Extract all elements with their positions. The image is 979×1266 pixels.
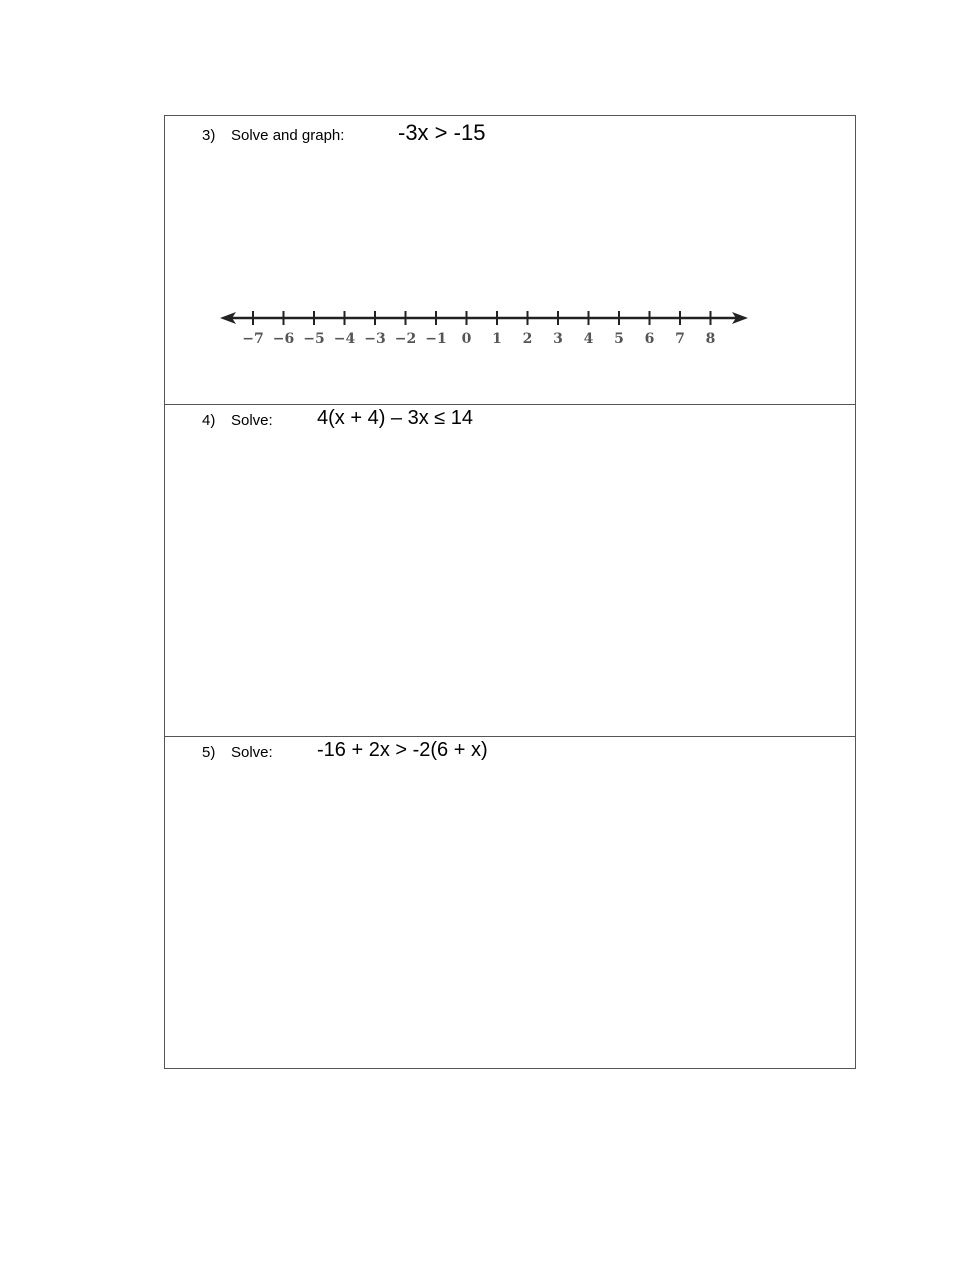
number-line-tick-label: 8	[705, 331, 716, 347]
number-line-tick-label: 3	[553, 331, 563, 347]
number-line-tick-label: −4	[333, 331, 356, 347]
number-line-tick-label: −3	[364, 331, 386, 347]
number-line-tick-label: 1	[492, 331, 502, 347]
number-line-tick-label: −5	[303, 331, 325, 347]
problem-expression: -3x > -15	[398, 120, 486, 145]
number-line-tick-label: 5	[614, 331, 624, 347]
number-line-axis	[220, 312, 748, 324]
number-line-tick-label: 4	[583, 331, 594, 347]
number-line-tick-label: 0	[461, 331, 472, 347]
number-line-tick-label: 2	[522, 331, 533, 347]
problem-instruction: Solve:	[231, 412, 273, 429]
number-line-labels	[242, 331, 715, 347]
number-line	[220, 302, 750, 350]
problem-instruction: Solve and graph:	[231, 127, 345, 144]
problem-number: 3)	[202, 127, 216, 144]
problem-expression: -16 + 2x > -2(6 + x)	[317, 739, 488, 761]
problem-number: 4)	[202, 412, 216, 429]
number-line-tick-label: −7	[242, 331, 264, 347]
problem-number: 5)	[202, 744, 216, 761]
number-line-tick-label: 7	[675, 331, 685, 347]
problem-3	[165, 116, 855, 404]
problem-expression: 4(x + 4) – 3x ≤ 14	[317, 407, 474, 429]
worksheet	[164, 115, 856, 1069]
number-line-tick-label: −2	[394, 331, 417, 347]
problem-4	[165, 404, 855, 736]
number-line-tick-label: −1	[425, 331, 447, 347]
number-line-tick-label: 6	[644, 331, 655, 347]
problem-5	[165, 736, 855, 1069]
problem-instruction: Solve:	[231, 744, 273, 761]
number-line-tick-label: −6	[272, 331, 295, 347]
